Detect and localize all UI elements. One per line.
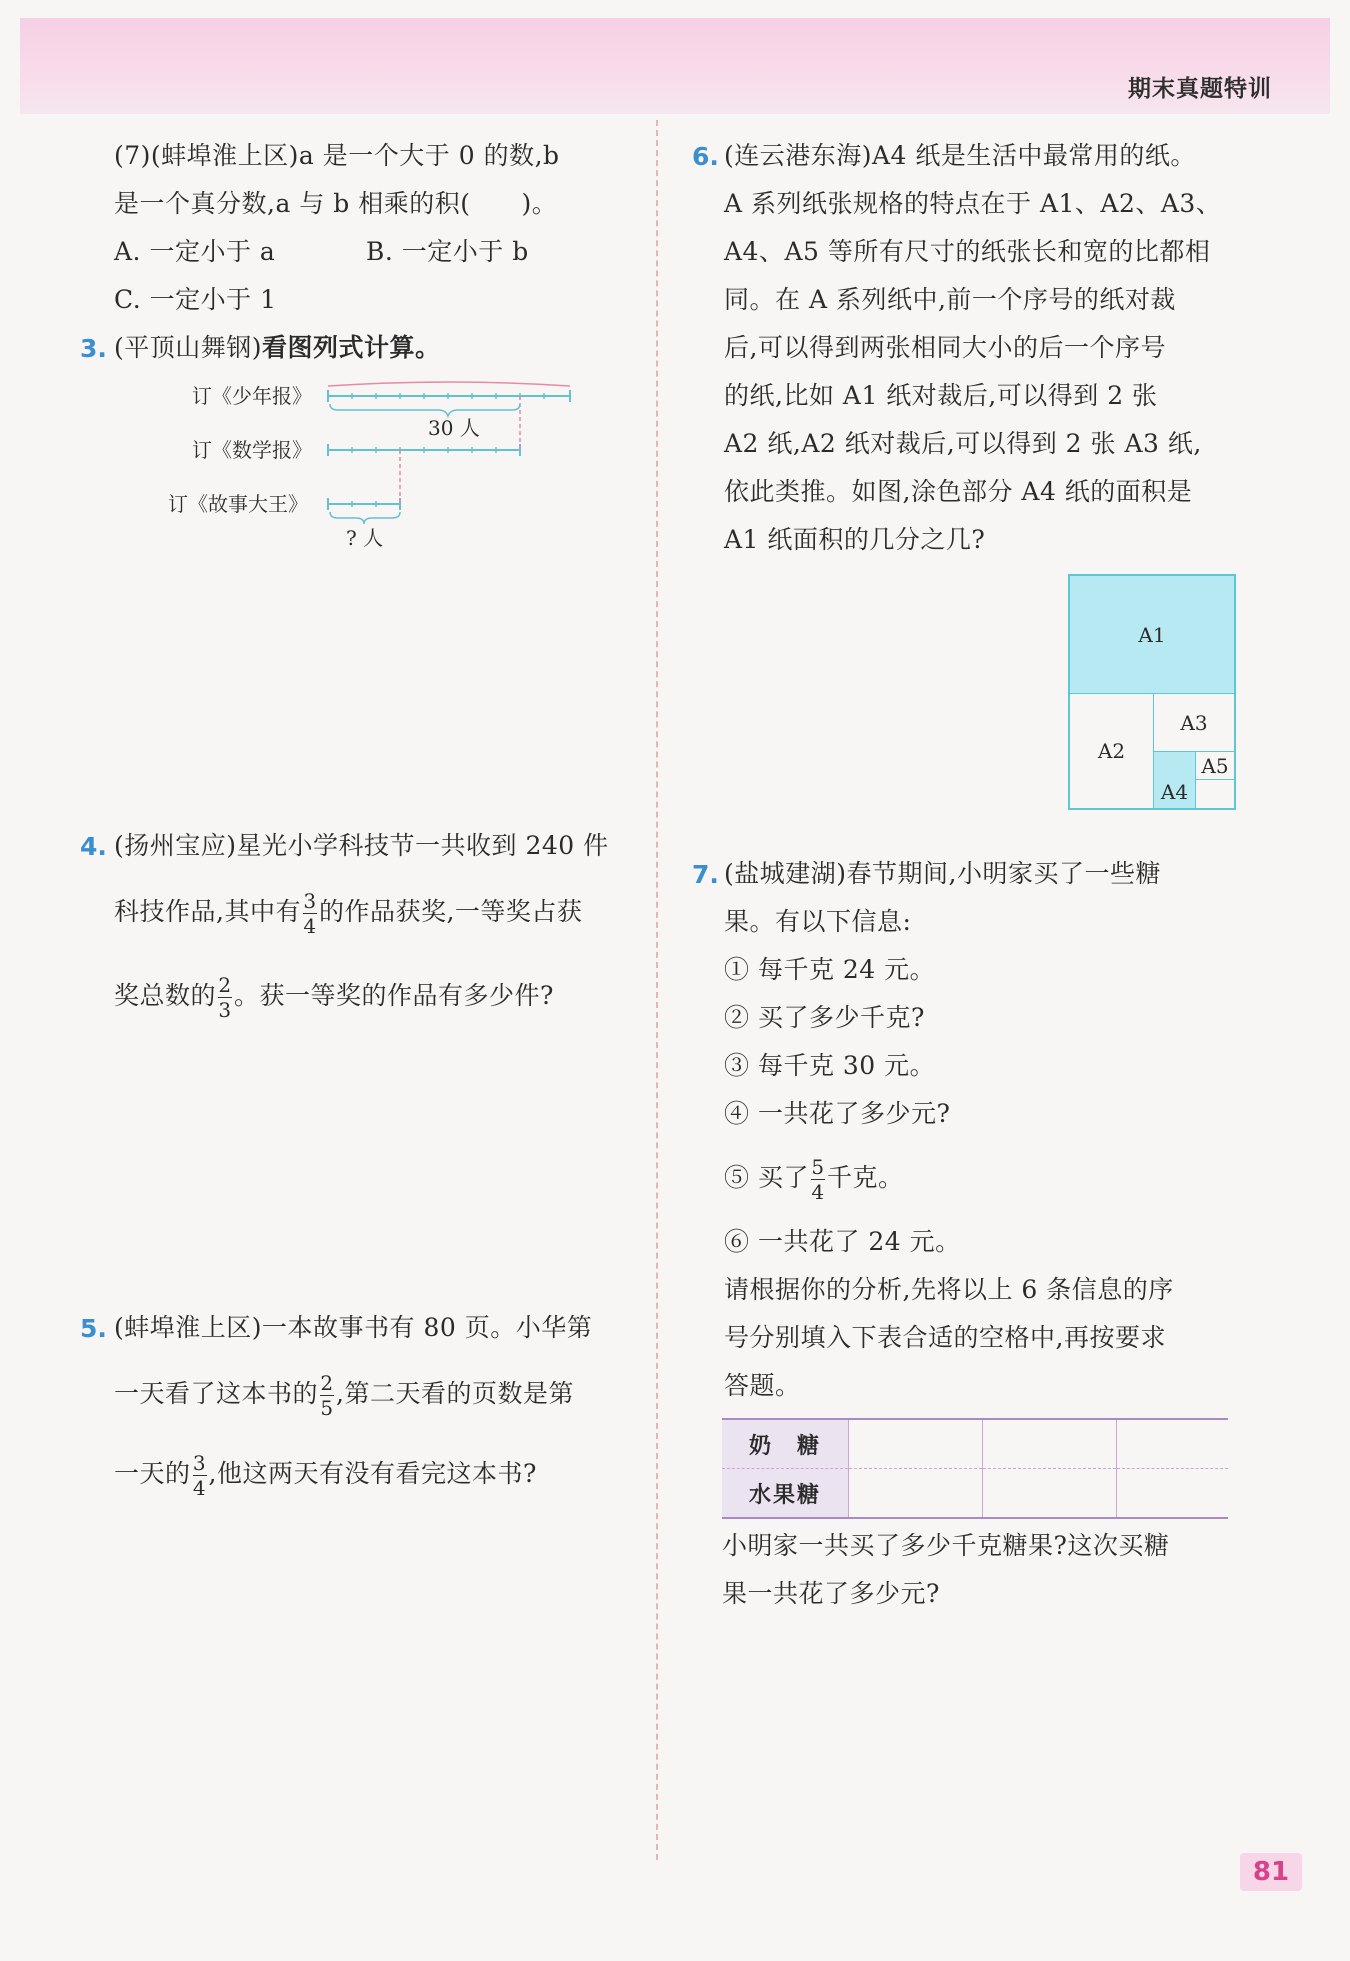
q6-line: (连云港东海)A4 纸是生活中最常用的纸。 [724,141,1196,170]
answer-cell[interactable] [982,1469,1116,1519]
row-header-shuiguotang: 水果糖 [722,1469,849,1519]
q6-number: 6. [692,142,719,171]
q4-line1: (扬州宝应)星光小学科技节一共收到 240 件 [114,831,609,860]
answer-cell[interactable] [849,1419,983,1469]
q6-line: 的纸,比如 A1 纸对裁后,可以得到 2 张 [724,381,1158,410]
q7-info-item: ④ 一共花了多少元? [724,1099,951,1128]
frac-denominator: 4 [192,1476,207,1500]
column-divider [656,120,658,1860]
q7-info-item-5 [724,1154,903,1203]
page-header-band [20,18,1330,114]
tape-label-shuxuebao: 订《数学报》 [192,438,312,462]
fraction-5-4 [811,1156,825,1203]
a-series-paper-diagram [1068,574,1236,810]
q4-line2-a: 科技作品,其中有 [114,897,301,926]
paper-a1: A1 [1070,576,1234,694]
tape-label-gushidawang: 订《故事大王》 [168,492,308,516]
q7-item5-b: 千克。 [826,1163,904,1192]
q2-7-line2: 是一个真分数,a 与 b 相乘的积( )。 [114,189,558,218]
q6-line: A4、A5 等所有尺寸的纸张长和宽的比都相 [724,237,1211,266]
q4-line2-b: 的作品获奖,一等奖占获 [318,897,583,926]
frac-numerator: 5 [811,1155,825,1179]
tape-label-question: ? 人 [346,526,384,550]
q2-7-option-a: A. 一定小于 a [114,237,276,266]
q6-line: A 系列纸张规格的特点在于 A1、A2、A3、 [724,189,1222,218]
fraction-2-3 [218,974,232,1021]
paper-a5: A5 [1196,752,1234,780]
q4-number: 4. [80,832,107,861]
line-segment-diagram [320,380,580,540]
frac-numerator: 2 [218,973,232,997]
q4-line3-a: 奖总数的 [114,981,217,1010]
q5-number: 5. [80,1314,107,1343]
q2-7-option-b: B. 一定小于 b [366,237,529,266]
q7-item5-a: ⑤ 买了 [724,1163,809,1192]
q7-instruction: 答题。 [724,1371,801,1400]
q2-7-option-c: C. 一定小于 1 [114,285,277,314]
row-header-naitang: 奶 糖 [722,1419,849,1469]
q5-line2-b: ,第二天看的页数是第 [336,1379,574,1408]
q6-line: 依此类推。如图,涂色部分 A4 纸的面积是 [724,477,1193,506]
answer-cell[interactable] [1116,1419,1228,1469]
q7-line1: (盐城建湖)春节期间,小明家买了一些糖 [724,859,1161,888]
fraction-2-5 [320,1372,334,1419]
q7-instruction: 号分别填入下表合适的空格中,再按要求 [724,1323,1166,1352]
q5-line2 [114,1370,574,1419]
answer-cell[interactable] [849,1469,983,1519]
q6-line: A1 纸面积的几分之几? [724,525,986,554]
q6-line: 后,可以得到两张相同大小的后一个序号 [724,333,1166,362]
frac-denominator: 4 [303,914,317,938]
answer-cell[interactable] [982,1419,1116,1469]
q4-line3-b: 。获一等奖的作品有多少件? [234,981,554,1010]
paper-a4-shaded: A4 [1154,752,1196,808]
fraction-3-4 [193,1452,207,1499]
q3-text: 看图列式计算。 [262,333,441,362]
q7-info-item: ① 每千克 24 元。 [724,955,936,984]
candy-info-table [722,1418,1228,1519]
q7-question-1: 小明家一共买了多少千克糖果?这次买糖 [722,1531,1170,1560]
q7-instruction: 请根据你的分析,先将以上 6 条信息的序 [724,1275,1174,1304]
frac-denominator: 3 [218,998,232,1022]
q6-line: A2 纸,A2 纸对裁后,可以得到 2 张 A3 纸, [724,429,1202,458]
paper-a6-blank [1196,780,1234,808]
paper-a2: A2 [1070,694,1154,808]
q5-line3-a: 一天的 [114,1459,191,1488]
header-title: 期末真题特训 [1128,76,1272,102]
q4-line3 [114,972,554,1021]
answer-cell[interactable] [1116,1469,1228,1519]
q5-line2-a: 一天看了这本书的 [114,1379,319,1408]
q5-line1: (蚌埠淮上区)一本故事书有 80 页。小华第 [114,1313,593,1342]
q7-question-2: 果一共花了多少元? [722,1579,940,1608]
q7-info-item: ② 买了多少千克? [724,1003,925,1032]
table-row [722,1469,1228,1519]
fraction-3-4 [303,890,317,937]
q3-source: (平顶山舞钢) [114,333,263,362]
frac-numerator: 3 [303,889,317,913]
q7-number: 7. [692,860,719,889]
q7-line2: 果。有以下信息: [724,907,912,936]
q5-line3-b: ,他这两天有没有看完这本书? [208,1459,537,1488]
q4-line2 [114,888,582,937]
frac-denominator: 5 [320,1396,334,1420]
q3-number: 3. [80,334,107,363]
tape-label-shaonianbao: 订《少年报》 [192,384,312,408]
paper-a3: A3 [1154,694,1234,752]
q3-title [114,324,441,372]
table-row [722,1419,1228,1469]
q7-info-item: ③ 每千克 30 元。 [724,1051,936,1080]
tape-label-30: 30 人 [428,416,480,440]
page-number: 81 [1240,1853,1302,1891]
q2-7-line1: (7)(蚌埠淮上区)a 是一个大于 0 的数,b [114,141,560,170]
frac-denominator: 4 [811,1180,825,1204]
frac-numerator: 2 [320,1371,334,1395]
q5-line3 [114,1450,537,1499]
q6-line: 同。在 A 系列纸中,前一个序号的纸对裁 [724,285,1176,314]
frac-numerator: 3 [192,1451,207,1475]
q7-info-item: ⑥ 一共花了 24 元。 [724,1227,961,1256]
